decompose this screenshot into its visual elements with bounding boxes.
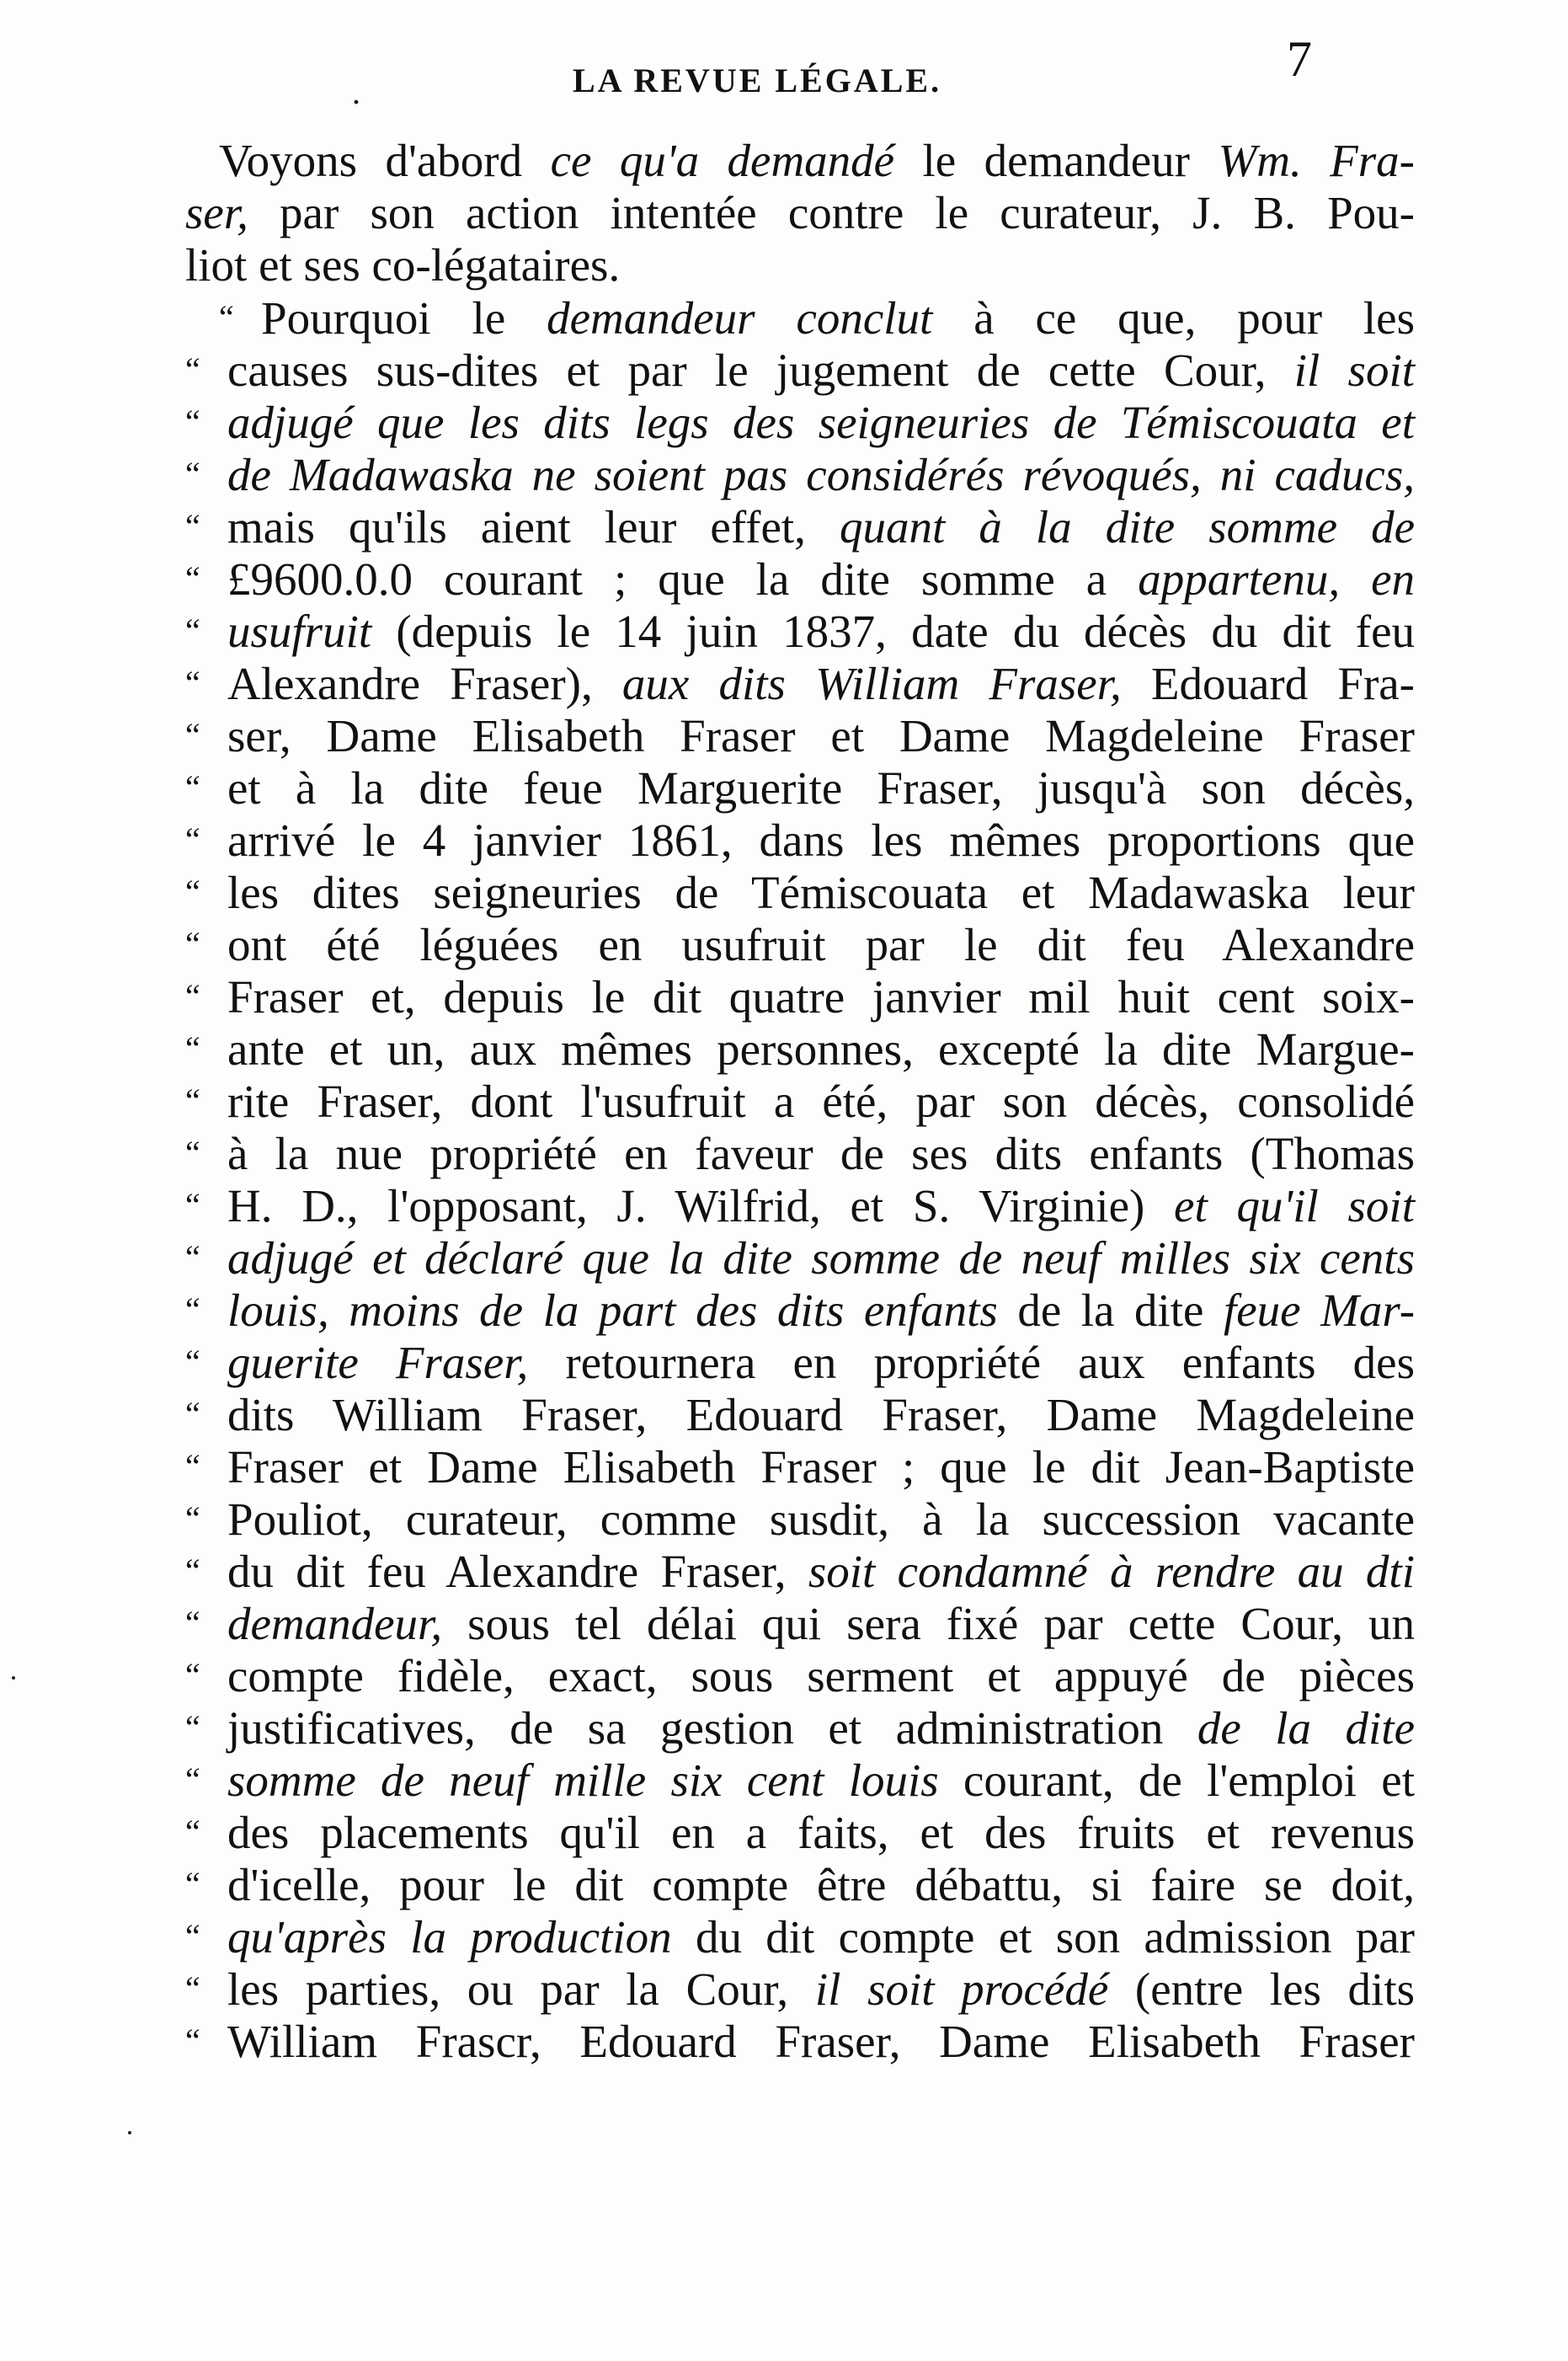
italic-span: de Madawaska ne soient pas considérés révoqués, ni caducs, <box>227 449 1415 500</box>
italic-span: de la dite <box>1197 1702 1415 1754</box>
quote-line <box>185 1336 1415 1388</box>
italic-span: ser, <box>185 187 248 238</box>
quote-mark: “ <box>185 1760 200 1798</box>
quote-mark: “ <box>185 1290 200 1328</box>
quote-mark: “ <box>185 1552 200 1589</box>
quote-line <box>185 761 1415 814</box>
italic-span: feue Mar- <box>1223 1285 1416 1336</box>
quote-line <box>185 1597 1415 1649</box>
text-span: à ce que, pour les <box>932 292 1415 344</box>
text-span: Fraser et, depuis le dit quatre janvier mil huit cent soix- <box>227 971 1415 1023</box>
quote-line <box>185 1284 1415 1336</box>
quote-line <box>185 553 1415 605</box>
text-span: du dit compte et son admission par <box>671 1911 1415 1963</box>
page-number: 7 <box>1287 31 1312 87</box>
quote-line <box>185 1754 1415 1806</box>
italic-span: adjugé que les dits legs des seigneuries de Témiscouata et <box>227 397 1415 448</box>
quote-line <box>185 1806 1415 1858</box>
quote-mark: “ <box>185 612 200 649</box>
italic-span: aux dits William Fraser, <box>621 658 1122 709</box>
quote-line <box>185 396 1415 448</box>
quote-line <box>185 1440 1415 1493</box>
scan-speck <box>12 1676 15 1680</box>
quote-line <box>185 1701 1415 1754</box>
text-span: William Frascr, Edouard Fraser, Dame Elisabeth Fraser <box>227 2016 1415 2067</box>
quote-mark: “ <box>185 1447 200 1485</box>
text-span: Edouard Fra- <box>1121 658 1415 709</box>
text-span: les parties, ou par la Cour, <box>227 1963 815 2015</box>
quote-mark: “ <box>185 820 200 858</box>
quote-line <box>185 1075 1415 1127</box>
italic-span: demandeur conclut <box>547 292 933 344</box>
quote-mark: “ <box>185 2022 200 2059</box>
quote-line <box>185 1858 1415 1910</box>
quote-line <box>185 1179 1415 1231</box>
quote-mark: “ <box>185 1969 200 2007</box>
quote-line <box>185 1493 1415 1545</box>
text-span: à la nue propriété en faveur de ses dits enfants (Thomas <box>227 1128 1415 1179</box>
text-span: et à la dite feue Marguerite Fraser, jusqu'à son décès, <box>227 762 1415 814</box>
quote-line <box>185 814 1415 866</box>
italic-span: soit condamné à rendre au dti <box>808 1546 1415 1597</box>
quote-line <box>185 2015 1415 2067</box>
text-span: par son action intentée contre le curateur, J. B. Pou- <box>248 187 1415 238</box>
quote-mark: “ <box>185 1499 200 1537</box>
quote-mark: “ <box>185 1604 200 1642</box>
italic-span: ce qu'a demandé <box>550 135 895 186</box>
quote-mark: “ <box>185 1395 200 1433</box>
quote-mark: “ <box>185 1656 200 1694</box>
text-span: liot et ses co-légataires. <box>185 239 621 291</box>
text-span: (entre les dits <box>1108 1963 1416 2015</box>
quote-line <box>185 1388 1415 1440</box>
quote-mark: “ <box>185 664 200 702</box>
text-span: Alexandre Fraser), <box>227 658 622 709</box>
text-span: rite Fraser, dont l'usufruit a été, par son décès, consolidé <box>227 1076 1415 1127</box>
quote-line <box>185 918 1415 970</box>
text-line <box>185 187 1415 239</box>
quote-mark: “ <box>185 977 200 1015</box>
quote-mark: “ <box>185 1708 200 1746</box>
text-span: d'icelle, pour le dit compte être débattu, si faire se doit, <box>227 1859 1415 1910</box>
quote-line <box>185 1023 1415 1075</box>
text-span: dits William Fraser, Edouard Fraser, Dame Magdeleine <box>227 1389 1415 1440</box>
quote-line <box>185 970 1415 1023</box>
text-span: sous tel délai qui sera fixé par cette Cour, un <box>442 1598 1415 1649</box>
quote-mark: “ <box>185 1082 200 1119</box>
quote-line <box>185 500 1415 553</box>
quote-mark: “ <box>219 298 234 336</box>
text-span: causes sus-dites et par le jugement de cette Cour, <box>227 345 1294 396</box>
italic-span: somme de neuf mille six cent louis <box>227 1755 939 1806</box>
quote-line <box>185 448 1415 500</box>
italic-span: il soit <box>1293 345 1416 396</box>
quote-mark: “ <box>185 559 200 597</box>
italic-span: guerite Fraser, <box>227 1337 529 1388</box>
quote-line <box>185 1649 1415 1701</box>
text-span: le demandeur <box>894 135 1219 186</box>
italic-span: appartenu, en <box>1138 553 1415 605</box>
italic-span: demandeur, <box>227 1598 443 1649</box>
italic-span: il soit procédé <box>814 1963 1109 2015</box>
text-span: des placements qu'il en a faits, et des fruits et revenus <box>227 1807 1415 1858</box>
quote-line <box>185 1127 1415 1179</box>
quote-mark: “ <box>185 1865 200 1903</box>
italic-span: louis, moins de la part des dits enfants <box>227 1285 998 1336</box>
quote-mark: “ <box>185 350 200 388</box>
text-span: ser, Dame Elisabeth Fraser et Dame Magdeleine Fraser <box>227 710 1415 761</box>
quote-mark: “ <box>185 768 200 806</box>
quote-mark: “ <box>185 507 200 545</box>
italic-span: Wm. Fra- <box>1218 135 1415 186</box>
text-line <box>185 135 1415 187</box>
text-span: courant, de l'emploi et <box>938 1755 1416 1806</box>
quote-mark: “ <box>185 1186 200 1224</box>
text-span: ante et un, aux mêmes personnes, excepté la dite Margue- <box>227 1023 1415 1075</box>
text-span: arrivé le 4 janvier 1861, dans les mêmes proportions que <box>227 815 1415 866</box>
quote-mark: “ <box>185 716 200 754</box>
text-span: Pouliot, curateur, comme susdit, à la succession vacante <box>227 1493 1415 1545</box>
italic-span: quant à la dite somme de <box>839 501 1415 553</box>
quote-line <box>185 1231 1415 1284</box>
quote-mark: “ <box>185 1134 200 1172</box>
quote-mark: “ <box>185 403 200 441</box>
body-text <box>185 135 1415 2067</box>
quote-line <box>185 344 1415 396</box>
text-span: compte fidèle, exact, sous serment et appuyé de pièces <box>227 1650 1415 1701</box>
scan-speck <box>128 2131 131 2134</box>
quote-mark: “ <box>185 1029 200 1067</box>
quote-line <box>185 1963 1415 2015</box>
quote-mark: “ <box>185 925 200 963</box>
italic-span: usufruit <box>227 606 372 657</box>
quote-line <box>185 605 1415 657</box>
text-span: (depuis le 14 juin 1837, date du décès du dit feu <box>371 606 1415 657</box>
text-span: Voyons d'abord <box>219 135 551 186</box>
text-span: H. D., l'opposant, J. Wilfrid, et S. Virginie) <box>227 1180 1175 1231</box>
text-span: Fraser et Dame Elisabeth Fraser ; que le dit Jean-Baptiste <box>227 1441 1415 1493</box>
text-span: retournera en propriété aux enfants des <box>528 1337 1415 1388</box>
quote-mark: “ <box>185 873 200 911</box>
italic-span: adjugé et déclaré que la dite somme de neuf milles six cents <box>227 1232 1415 1284</box>
quote-mark: “ <box>185 1238 200 1276</box>
quote-line <box>185 709 1415 761</box>
quote-line <box>185 1545 1415 1597</box>
text-span: les dites seigneuries de Témiscouata et Madawaska leur <box>227 867 1415 918</box>
header-dot: . <box>352 73 360 111</box>
quote-mark: “ <box>185 455 200 493</box>
quote-mark: “ <box>185 1343 200 1381</box>
text-line <box>185 239 1415 291</box>
text-span: £9600.0.0 courant ; que la dite somme a <box>227 553 1139 605</box>
quote-line <box>185 291 1415 344</box>
quote-line <box>185 657 1415 709</box>
quote-mark: “ <box>185 1813 200 1851</box>
text-span: justificatives, de sa gestion et administration <box>227 1702 1197 1754</box>
text-span: mais qu'ils aient leur effet, <box>227 501 840 553</box>
text-span: ont été léguées en usufruit par le dit feu Alexandre <box>227 919 1415 970</box>
text-span: du dit feu Alexandre Fraser, <box>227 1546 808 1597</box>
text-span: de la dite <box>997 1285 1224 1336</box>
quote-line <box>185 866 1415 918</box>
running-title: LA REVUE LÉGALE. <box>573 61 942 99</box>
quote-mark: “ <box>185 1917 200 1955</box>
italic-span: et qu'il soit <box>1174 1180 1415 1231</box>
text-span: Pourquoi le <box>261 292 547 344</box>
quote-line <box>185 1910 1415 1963</box>
italic-span: qu'après la production <box>227 1911 672 1963</box>
